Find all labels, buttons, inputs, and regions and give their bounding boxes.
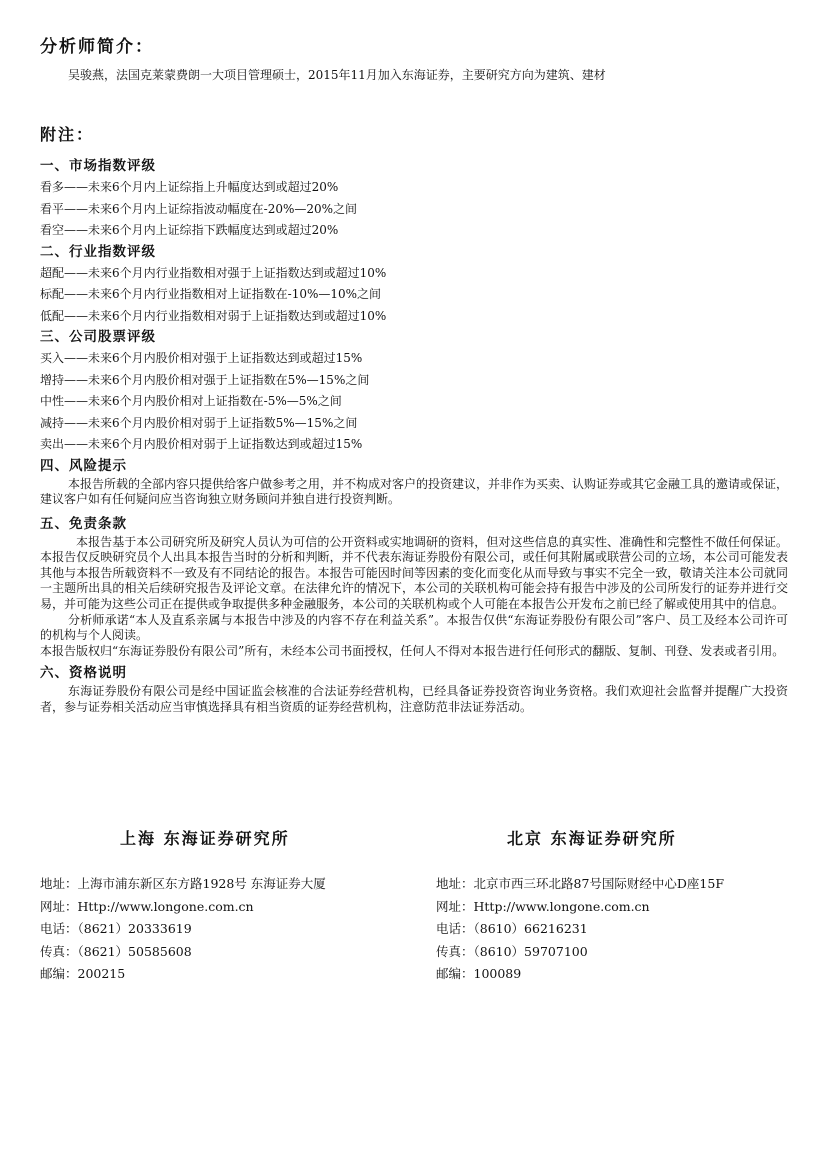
analyst-bio: 吴骏燕，法国克莱蒙费朗一大项目管理硕士，2015年11月加入东海证券，主要研究方向为建筑、建材 (68, 68, 606, 82)
industry-rating-item: 超配——未来6个月内行业指数相对强于上证指数达到或超过10% (40, 265, 387, 280)
stock-rating-item: 卖出——未来6个月内股价相对弱于上证指数达到或超过15% (40, 437, 363, 451)
disclaimer-title: 五、免责条款 (40, 515, 127, 532)
beijing-website: 网址：Http://www.longone.com.cn (436, 898, 650, 914)
stock-rating-item: 买入——未来6个月内股价相对强于上证指数达到或超过15% (40, 351, 363, 365)
stock-rating-item: 中性——未来6个月内股价相对上证指数在-5%—5%之间 (40, 394, 342, 408)
beijing-contact (436, 873, 724, 986)
industry-rating-item: 标配——未来6个月内行业指数相对上证指数在-10%—10%之间 (40, 287, 382, 301)
beijing-fax: 传真：（8610）59707100 (436, 943, 588, 959)
qualification-text: 东海证券股份有限公司是经中国证监会核准的合法证券经营机构，已经具备证券投资咨询业务资格。我们欢迎社会监督并提醒广大投资者，参与证券相关活动应当审慎选择具有相当资质的证券经营机构，注意防范非法证券活动。 (40, 684, 788, 715)
shanghai-office-title: 上海 东海证券研究所 (120, 829, 290, 848)
qualification-title: 六、资格说明 (40, 665, 127, 682)
beijing-office-title: 北京 东海证券研究所 (507, 829, 677, 848)
risk-text: 本报告所载的全部内容只提供给客户做参考之用，并不构成对客户的投资建议，并非作为买卖、认购证券或其它金融工具的邀请或保证，建议客户如有任何疑问应当咨询独立财务顾问并独自进行投资判断。 (40, 476, 789, 507)
market-rating-item: 看平——未来6个月内上证综指波动幅度在-20%—20%之间 (40, 201, 358, 216)
disclaimer-paragraph-1: 本报告基于本公司研究所及研究人员认为可信的公开资料或实地调研的资料，但对这些信息的真实性、准确性和完整性不做任何保证。本报告仅反映研究员个人出具本报告当时的分析和判断，并不代表东海证券股份有限公司，或任何其附属或联营公司的立场，本公司可能发表其他与本报告所载资料不一致及有不同结论的报告。本报告可能因时间等因素的变化而变化从而导致与事实不完全一致，敬请关注本公司就同一主题所出具的相关后续研究报告及评论文章。在法律允许的情况下，本公司的关联机构可能会持有报告中涉及的公司所发行的证券并进行交易，并可能为这些公司正在提供或争取提供多种金融服务，本公司的关联机构或个人可能在本报告公开发布之前已经了解或使用其中的信息。 (40, 534, 788, 612)
disclaimer-paragraph-2: 分析师承诺“本人及直系亲属与本报告中涉及的内容不存在利益关系”。本报告仅供“东海证券股份有限公司”客户、员工及经本公司许可的机构与个人阅读。 (40, 612, 788, 643)
analyst-heading: 分析师简介： (40, 37, 154, 57)
market-rating-item: 看空——未来6个月内上证综指下跌幅度达到或超过20% (40, 223, 339, 237)
notes-heading: 附注： (40, 125, 95, 144)
beijing-phone: 电话：（8610）66216231 (436, 921, 588, 936)
notes-body (40, 156, 788, 716)
beijing-address: 地址：北京市西三环北路87号国际财经中心D座15F (436, 876, 725, 891)
stock-rating-title: 三、公司股票评级 (40, 329, 156, 345)
shanghai-postcode: 邮编：200215 (40, 966, 126, 981)
industry-rating-item: 低配——未来6个月内行业指数相对弱于上证指数达到或超过10% (40, 308, 387, 323)
market-rating-item: 看多——未来6个月内上证综指上升幅度达到或超过20% (40, 180, 339, 194)
stock-rating-item: 增持——未来6个月内股价相对强于上证指数在5%—15%之间 (40, 372, 370, 387)
shanghai-phone: 电话：（8621）20333619 (40, 921, 192, 936)
shanghai-contact (40, 873, 326, 986)
shanghai-fax: 传真：（8621）50585608 (40, 943, 192, 959)
shanghai-website: 网址：Http://www.longone.com.cn (40, 898, 254, 914)
disclaimer-paragraph-3: 本报告版权归“东海证券股份有限公司”所有，未经本公司书面授权，任何人不得对本报告进行任何形式的翻版、复制、刊登、发表或者引用。 (40, 643, 785, 658)
risk-title: 四、风险提示 (40, 457, 127, 474)
market-rating-title: 一、市场指数评级 (40, 158, 156, 174)
stock-rating-item: 减持——未来6个月内股价相对弱于上证指数5%—15%之间 (40, 415, 358, 430)
shanghai-address: 地址：上海市浦东新区东方路1928号 东海证券大厦 (40, 876, 326, 891)
industry-rating-title: 二、行业指数评级 (40, 243, 156, 260)
beijing-postcode: 邮编：100089 (436, 966, 522, 981)
